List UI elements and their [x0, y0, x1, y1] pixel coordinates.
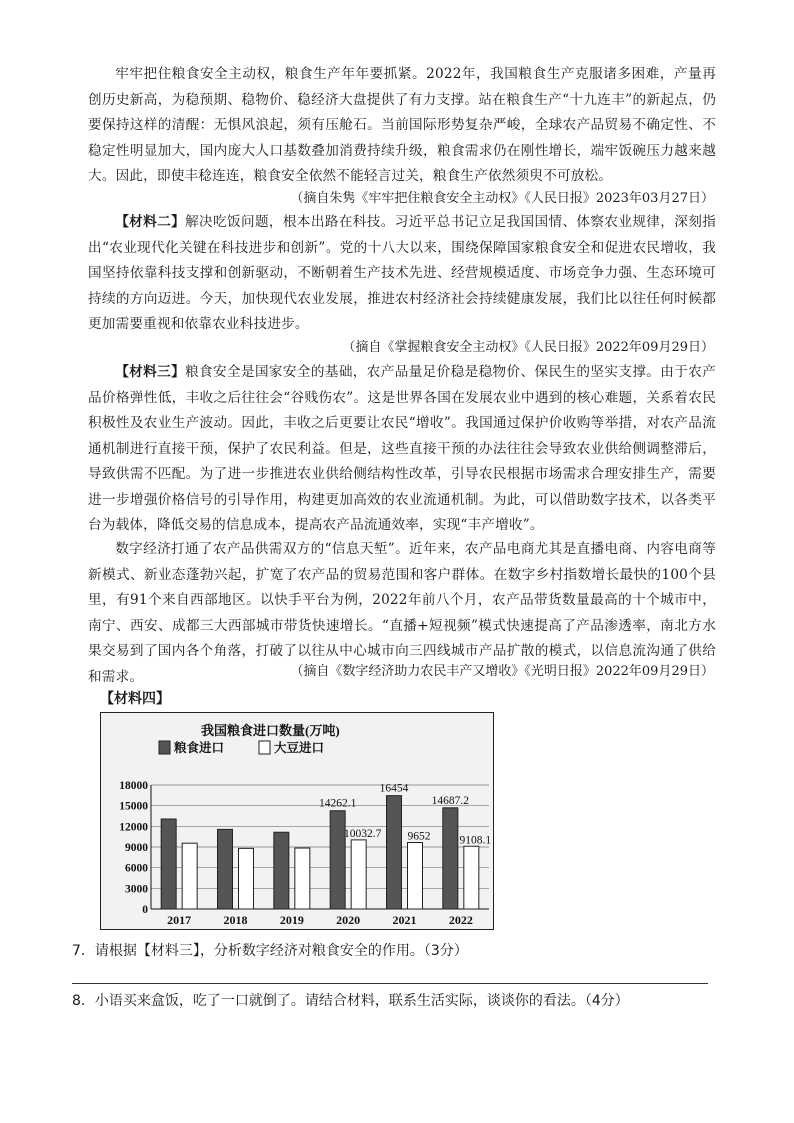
- bar-grain: [161, 819, 176, 909]
- bar-soybean: [351, 840, 366, 909]
- data-label-grain: 14687.2: [431, 794, 470, 807]
- y-tick-label: 3000: [125, 883, 148, 896]
- bar-grain: [218, 829, 233, 909]
- data-label-soybean: 9108.1: [459, 834, 492, 847]
- answer-line: [72, 983, 708, 984]
- bar-grain: [443, 808, 458, 909]
- material3-source: （摘自《数字经济助力农民丰产又增收》《光明日报》2022年09月29日）: [290, 664, 714, 679]
- material3-label: 【材料三】: [115, 364, 186, 380]
- data-label-soybean: 10032.7: [343, 827, 382, 840]
- grain-import-chart: [100, 712, 494, 930]
- data-label-grain: 14262.1: [318, 797, 357, 810]
- bar-soybean: [408, 843, 423, 909]
- bar-soybean: [295, 848, 310, 909]
- y-tick-label: 0: [142, 904, 148, 916]
- x-tick-label: 2018: [223, 913, 248, 927]
- legend-swatch-1: [259, 741, 270, 754]
- y-tick-label: 18000: [119, 780, 148, 792]
- legend-swatch-0: [159, 741, 170, 754]
- data-label-soybean: 9652: [407, 830, 431, 843]
- bar-soybean: [464, 846, 479, 909]
- x-tick-label: 2020: [336, 913, 361, 927]
- x-tick-label: 2019: [279, 913, 304, 927]
- material1-source: （摘自朱隽《牢牢把住粮食安全主动权》《人民日报》2023年03月27日）: [290, 191, 714, 206]
- y-tick-label: 6000: [125, 862, 148, 875]
- material2-label: 【材料二】: [115, 214, 186, 230]
- digital-economy-paragraph: 数字经济打通了农产品供需双方的“信息天堑”。近年来，农产品电商尤其是直播电商、内容电商等新模式、新业态蓬勃兴起，扩宽了农产品的贸易范围和客户群体。在数字乡村指数增长最快的100个县里，有91个来自西部地区。以快手平台为例，2022年前八个月，农产品带货数量最高的十个城市中，南宁、西安、成都三大西部城市带货快速增长。“直播+短视频”模式快速提高了产品渗透率，南北方水果交易到了国内各个角落，打破了以往从中心城市向三四线城市产品扩散的模式，以信息流沟通了供给和需求。: [88, 541, 716, 685]
- material4-label: 【材料四】: [100, 691, 170, 707]
- x-tick-label: 2021: [392, 913, 417, 927]
- x-tick-label: 2017: [167, 913, 192, 927]
- x-tick-label: 2022: [448, 913, 473, 927]
- bar-grain: [387, 796, 402, 909]
- bar-soybean: [239, 848, 254, 909]
- bar-grain: [274, 832, 289, 909]
- chart-svg: [101, 713, 493, 929]
- y-tick-label: 12000: [119, 821, 148, 834]
- legend-label-1: 大豆进口: [274, 741, 325, 755]
- bar-grain: [330, 811, 345, 909]
- question-8: 8．小语买来盒饭，吃了一口就倒了。请结合材料，联系生活实际，谈谈你的看法。（4分）: [72, 993, 629, 1009]
- material2-paragraph: [88, 210, 716, 338]
- y-tick-label: 15000: [119, 800, 148, 813]
- material3-paragraph: [88, 360, 716, 539]
- question-7: 7．请根据【材料三】，分析数字经济对粮食安全的作用。（3分）: [72, 943, 468, 959]
- material1-paragraph: 牢牢把住粮食安全主动权，粮食生产年年要抓紧。2022年，我国粮食生产克服诸多困难，产量再创历史新高，为稳预期、稳物价、稳经济大盘提供了有力支撑。站在粮食生产“十九连丰”的新起点，仍要保持这样的清醒：无惧风浪起，须有压舱石。当前国际形势复杂严峻，全球农产品贸易不确定性、不稳定性明显加大，国内庞大人口基数叠加消费持续升级，粮食需求仍在刚性增长，端牢饭碗压力越来越大。因此，即使丰稔连连，粮食安全依然不能轻言过关，粮食生产依然须臾不可放松。: [88, 66, 716, 184]
- y-tick-label: 9000: [125, 842, 148, 854]
- legend-label-0: 粮食进口: [174, 741, 225, 755]
- material3-text: 粮食安全是国家安全的基础，农产品量足价稳是稳物价、保民生的坚实支撑。由于农产品价格弹性低，丰收之后往往会“谷贱伤农”。这是世界各国在发展农业中遇到的核心难题，关系着农民积极性及农业生产波动。因此，丰收之后更要让农民“增收”。我国通过保护价收购等举措，对农产品流通机制进行直接干预，保护了农民利益。但是，这些直接干预的办法往往会导致农业供给侧调整滞后，导致供需不匹配。为了进一步推进农业供给侧结构性改革，引导农民根据市场需求合理安排生产，需要进一步增强价格信号的引导作用，构建更加高效的农业流通机制。为此，可以借助数字技术，以各类平台为载体，降低交易的信息成本，提高农产品流通效率，实现“丰产增收”。: [88, 364, 716, 533]
- bar-soybean: [182, 843, 197, 909]
- material2-text: 解决吃饭问题，根本出路在科技。习近平总书记立足我国国情、体察农业规律，深刻指出“农业现代化关键在科技进步和创新”。党的十八大以来，围绕保障国家粮食安全和促进农民增收，我国坚持依靠科技支撑和创新驱动，不断朝着生产技术先进、经营规模适度、市场竞争力强、生态环境可持续的方向迈进。今天，加快现代农业发展，推进农村经济社会持续健康发展，我们比以往任何时候都更加需要重视和依靠农业科技进步。: [88, 214, 716, 332]
- chart-title: 我国粮食进口数量(万吨): [201, 723, 340, 738]
- data-label-grain: 16454: [379, 782, 409, 795]
- material2-source: （摘自《掌握粮食安全主动权》《人民日报》2022年09月29日）: [342, 340, 714, 355]
